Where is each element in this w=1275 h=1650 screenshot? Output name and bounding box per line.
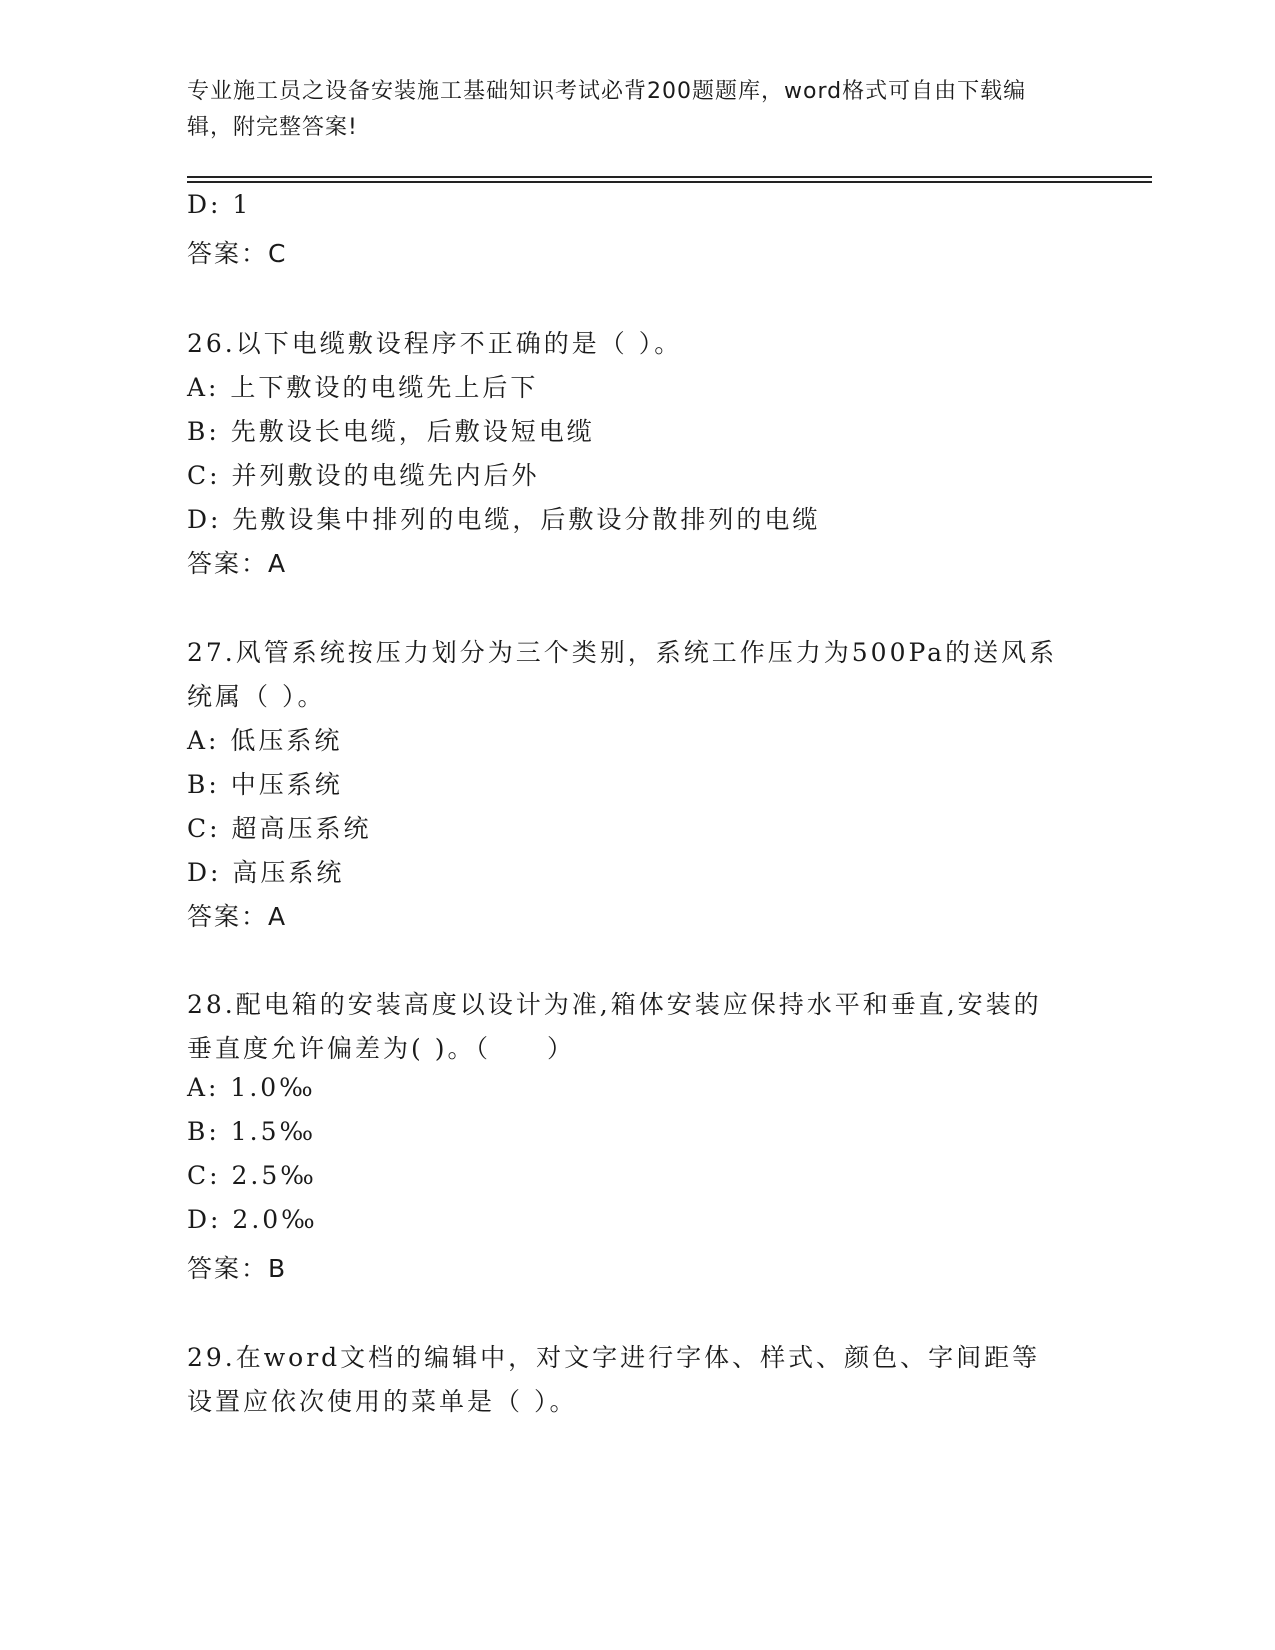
header-rule-top <box>187 176 1152 178</box>
option-d: D: 高压系统 <box>187 858 345 887</box>
question-stem: 28.配电箱的安装高度以设计为准,箱体安装应保持水平和垂直,安装的 <box>187 990 1042 1019</box>
option-d: D: 先敷设集中排列的电缆，后敷设分散排列的电缆 <box>187 505 821 534</box>
answer-line: 答案：A <box>187 549 288 578</box>
option-c: C: 2.5‰ <box>187 1161 317 1190</box>
document-header: 专业施工员之设备安装施工基础知识考试必背200题题库，word格式可自由下载编辑，附完整答案! <box>187 79 1027 140</box>
question-stem: 29.在word文档的编辑中，对文字进行字体、样式、颜色、字间距等 <box>187 1343 1041 1372</box>
option-b: B: 中压系统 <box>187 770 343 799</box>
option-b: B: 1.5‰ <box>187 1117 317 1146</box>
option-a: A: 低压系统 <box>187 726 343 755</box>
option-c: C: 并列敷设的电缆先内后外 <box>187 461 540 490</box>
option-d: D: 1 <box>187 190 252 219</box>
answer-line: 答案：A <box>187 902 288 931</box>
question-stem-continued: 垂直度允许偏差为( )。（ ） <box>187 1034 575 1063</box>
option-c: C: 超高压系统 <box>187 814 372 843</box>
option-a: A: 上下敷设的电缆先上后下 <box>187 373 539 402</box>
option-d: D: 2.0‰ <box>187 1205 318 1234</box>
option-a: A: 1.0‰ <box>187 1073 316 1102</box>
question-stem: 27.风管系统按压力划分为三个类别，系统工作压力为500Pa的送风系 <box>187 638 1058 667</box>
question-stem-continued: 统属（ ）。 <box>187 682 326 711</box>
question-stem: 26.以下电缆敷设程序不正确的是（ ）。 <box>187 329 683 358</box>
header-rule-bottom <box>187 181 1152 183</box>
option-b: B: 先敷设长电缆，后敷设短电缆 <box>187 417 595 446</box>
answer-line: 答案：B <box>187 1254 288 1283</box>
question-stem-continued: 设置应依次使用的菜单是（ ）。 <box>187 1387 578 1416</box>
answer-line: 答案：C <box>187 239 288 268</box>
